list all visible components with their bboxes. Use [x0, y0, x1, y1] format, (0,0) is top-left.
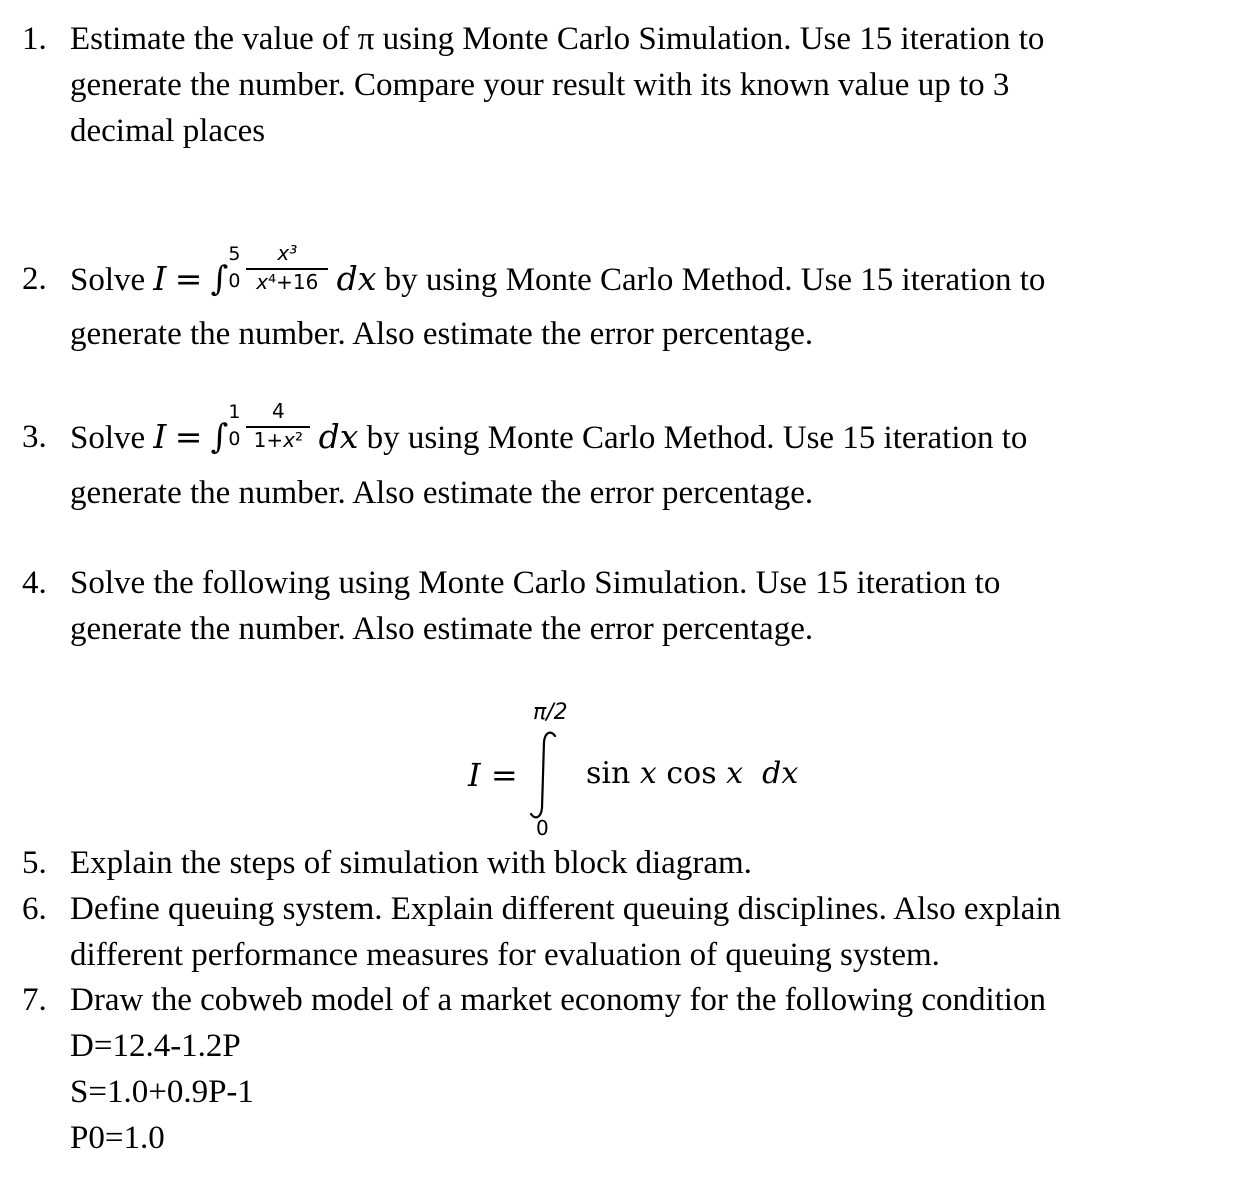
upper-limit: π/2 — [533, 700, 568, 725]
equals-sign: = — [174, 259, 203, 298]
question-line: Define queuing system. Explain different queuing disciplines. Also explain — [70, 891, 1062, 927]
lower-limit: 0 — [228, 428, 241, 450]
solve-word: Solve — [70, 420, 146, 456]
question-line: different performance measures for evaluation of queuing system. — [70, 937, 940, 973]
question-number: 4. — [22, 565, 47, 601]
numerator: x³ — [277, 241, 298, 265]
question-line: generate the number. Compare your result with its known value up to 3 — [70, 67, 1010, 103]
question-text: by using Monte Carlo Method. Use 15 iteration to — [384, 262, 1046, 298]
lower-limit: 0 — [228, 270, 241, 292]
integral-variable: I — [153, 417, 167, 456]
display-equation — [0, 700, 1234, 850]
differential: dx — [336, 259, 377, 298]
integral-sign: ∫ — [210, 259, 229, 299]
denominator: 1+x² — [253, 428, 304, 452]
upper-limit: 5 — [228, 243, 241, 265]
lower-limit: 0 — [536, 816, 549, 840]
question-number: 2. — [22, 261, 47, 297]
equals-sign: = — [174, 417, 203, 456]
integral-limits — [228, 243, 246, 302]
integral-variable: I — [153, 259, 167, 298]
fraction — [246, 241, 328, 302]
question-number: 5. — [22, 845, 47, 881]
integral-sign: ∫ — [210, 417, 229, 457]
integral-limits — [228, 401, 246, 460]
question-line: Estimate the value of π using Monte Carlo Simulation. Use 15 iteration to — [70, 21, 1045, 57]
question-line: generate the number. Also estimate the error percentage. — [70, 316, 814, 352]
equation-lhs: I = — [468, 756, 518, 794]
question-number: 6. — [22, 891, 47, 927]
question-line: Explain the steps of simulation with block diagram. — [70, 845, 752, 881]
question-line-with-integral — [70, 399, 1028, 461]
question-line-with-integral — [70, 241, 1046, 303]
solve-word: Solve — [70, 262, 146, 298]
question-line: Solve the following using Monte Carlo Simulation. Use 15 iteration to — [70, 565, 1001, 601]
upper-limit: 1 — [228, 401, 241, 423]
question-number: 1. — [22, 21, 47, 57]
integrand: sin x cos x dx — [586, 756, 799, 791]
question-line: decimal places — [70, 113, 266, 149]
question-line: generate the number. Also estimate the error percentage. — [70, 475, 814, 511]
denominator: x⁴+16 — [256, 270, 319, 294]
question-number: 7. — [22, 982, 47, 1018]
numerator: 4 — [271, 399, 285, 423]
question-number: 3. — [22, 419, 47, 455]
initial-price: P0=1.0 — [70, 1120, 165, 1156]
question-text: by using Monte Carlo Method. Use 15 iteration to — [366, 420, 1028, 456]
demand-equation: D=12.4-1.2P — [70, 1028, 241, 1064]
question-line: generate the number. Also estimate the error percentage. — [70, 611, 814, 647]
large-integral-sign — [525, 730, 565, 820]
supply-equation: S=1.0+0.9P-1 — [70, 1074, 254, 1110]
question-line: Draw the cobweb model of a market economy for the following condition — [70, 982, 1046, 1018]
fraction — [246, 399, 310, 460]
differential: dx — [318, 417, 359, 456]
